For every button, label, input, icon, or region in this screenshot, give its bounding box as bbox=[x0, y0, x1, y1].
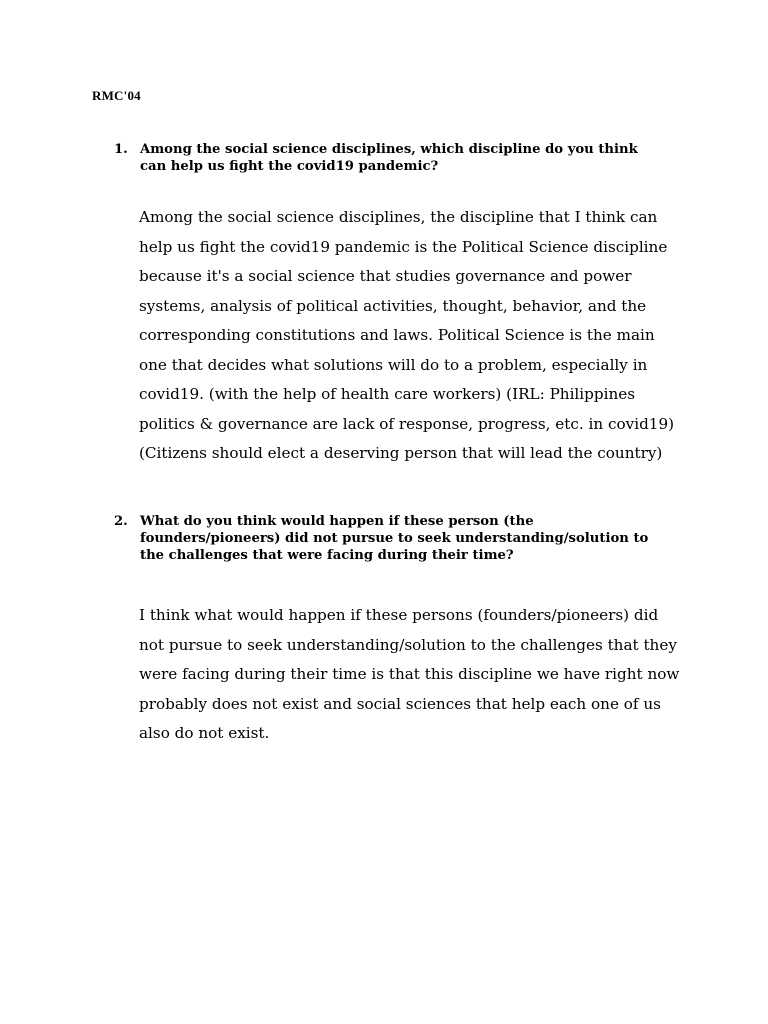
question-1 bbox=[114, 141, 658, 175]
question-1-text: Among the social science disciplines, which discipline do you think can help us fight the covid19 pandemic? bbox=[140, 142, 638, 174]
answer-1-text: Among the social science disciplines, the discipline that I think can help us fight the covid19 pandemic is the Political Science discipline because it's a social science that studies governance and power systems, analysis of political activities, thought, behavior, and the corresponding constitutions and laws. Political Science is the main one that decides what solutions will do to a problem, especially in covid19. (with the help of health care workers) (IRL: Philippines politics & governance are lack of response, progress, etc. in covid19)(Citizens should elect a deserving person that will lead the country) bbox=[139, 208, 675, 462]
answer-2-text: I think what would happen if these persons (founders/pioneers) did not pursue to seek understanding/solution to the challenges that they were facing during their time is that this discipline we have right now probably does not exist and social sciences that help each one of us also do not exist. bbox=[139, 606, 680, 742]
document-id-label: RMC'04 bbox=[92, 88, 141, 103]
question-2-number: 2. bbox=[114, 514, 128, 529]
question-2-text: What do you think would happen if these person (the founders/pioneers) did not pursue to seek understanding/solution to the challenges that were facing during their time? bbox=[140, 514, 649, 563]
question-2 bbox=[114, 513, 658, 564]
question-1-number: 1. bbox=[114, 142, 128, 157]
